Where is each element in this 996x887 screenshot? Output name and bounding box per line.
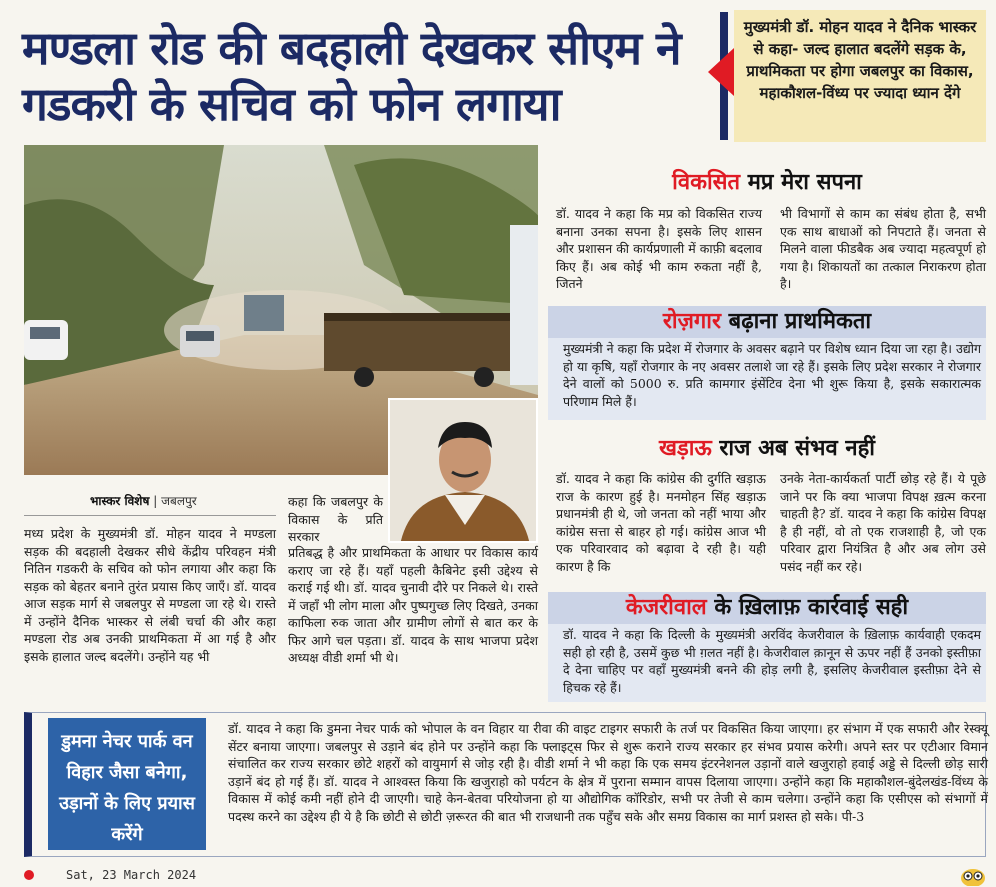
main-article-col1: मध्य प्रदेश के मुख्यमंत्री डॉ. मोहन यादव ने मण्डला सड़क की बदहाली देखकर सीधे केंद्रीय परिवहन मंत्री नितिन गडकरी के सचिव को फोन लगाया और कहा कि सड़क को बेहतर बनाने तुरंत प्रयास किए जाएँ। डॉ. यादव आज सड़क मार्ग से जबलपुर से मण्डला जा रहे थे। रास्ते में उन्होंने दैनिक भास्कर से लंबी चर्चा की और कहा मण्डला रोड अब उनकी प्राथमिकता में आ गई है और इसके हालात जल्द बदलेंगे। उन्होंने यह भी: [24, 526, 276, 664]
callout-quote: मुख्यमंत्री डॉ. मोहन यादव ने दैनिक भास्कर से कहा- जल्द हालात बदलेंगे सड़क के, प्राथमिकता पर होगा जबलपुर का विकास, महाकौशल-विंध्य पर ज्यादा ध्यान देंगे: [734, 10, 986, 142]
footer-dot-icon: [24, 870, 34, 880]
section-viksit-highlight: विकसित: [672, 170, 741, 195]
section-viksit-title: [548, 166, 986, 196]
headline: मण्डला रोड की बदहाली देखकर सीएम ने गडकरी के सचिव को फोन लगाया: [22, 21, 681, 131]
owl-logo-icon: [960, 866, 986, 886]
byline-separator: |: [153, 494, 162, 508]
section-khadau-rest: राज अब संभव नहीं: [711, 436, 875, 461]
section-kejriwal-text: डॉ. यादव ने कहा कि दिल्ली के मुख्यमंत्री अरविंद केजरीवाल के ख़िलाफ़ कार्यवाही एकदम सही हो रही है, उसमें कुछ भी ग़लत नहीं है। केजरीवाल क़ानून से ऊपर नहीं हैं उनको इस्तीफ़ा दे देना चाहिए पर वहाँ मुख्यमंत्री बनने की होड़ लगी है, इसलिए केजरीवाल इस्तीफ़ा देने से हिचक रहे हैं।: [563, 627, 981, 695]
main-article-col2-top: कहा कि जबलपुर के विकास के प्रति सरकार: [288, 494, 383, 544]
byline-city: जबलपुर: [161, 494, 197, 508]
byline: [90, 492, 197, 509]
section-rozgar-text: मुख्यमंत्री ने कहा कि प्रदेश में रोजगार के अवसर बढ़ाने पर विशेष ध्यान दिया जा रहा है। उद्योग हो या कृषि, यहाँ रोजगार के नए अवसर तलाशे जा रहे हैं। इसके लिए प्रदेश सरकार ने रोजगार देने वालों को 5000 रु. प्रति कामगार इंसेंटिव देना भी शुरू किया है, इसके सकारात्मक परिणाम मिले हैं।: [563, 341, 981, 409]
bottom-box-label: डुमना नेचर पार्क वन विहार जैसा बनेगा, उड़ानों के लिए प्रयास करेंगे: [48, 718, 206, 850]
section-rozgar-rest: बढ़ाना प्राथमिकता: [720, 309, 872, 334]
section-kejriwal-highlight: केजरीवाल: [625, 595, 707, 620]
footer-date: Sat, 23 March 2024: [66, 868, 197, 882]
main-article-col2: प्रतिबद्ध है और प्राथमिकता के आधार पर विकास कार्य कराए जा रहे हैं। यहाँ पहली कैबिनेट इसी उद्देश्य से कराई गई थी। डॉ. यादव चुनावी दौरे पर निकले थे। रास्ते में जहाँ भी लोग माला और पुष्पगुच्छ लिए दिखते, उनका काफिला रुक जाता और ग्रामीण लोगों से बात कर के फिर आगे चल पड़ता। डॉ. यादव के साथ भाजपा प्रदेश अध्यक्ष वीडी शर्मा भी थे।: [288, 545, 538, 665]
section-kejriwal-rest: के ख़िलाफ़ कार्रवाई सही: [706, 595, 909, 620]
chief-minister-portrait: [388, 398, 538, 543]
section-rozgar-highlight: रोज़गार: [662, 309, 721, 334]
section-khadau-title: [548, 432, 986, 462]
section-khadau-col-right: उनके नेता-कार्यकर्ता पार्टी छोड़ रहे हैं। ये पूछे जाने पर कि क्या भाजपा विपक्ष ख़त्म करना चाहती है? डॉ. यादव ने कहा कि कांग्रेस विपक्ष है ही नहीं, वो तो एक राजशाही है, जो एक परिवार द्वारा नियंत्रित है और अब लोग उसे पसंद नहीं कर रहे।: [780, 471, 986, 574]
section-rozgar-title: [548, 306, 986, 338]
byline-label: भास्कर विशेष: [90, 494, 150, 508]
section-khadau-highlight: खड़ाऊ: [659, 436, 712, 461]
section-viksit-col-right: भी विभागों से काम का संबंध होता है, सभी एक साथ बाधाओं को निपटाते हैं। जनता से मिलने वाला फीडबैक अब ज्यादा महत्वपूर्ण हो गया है। शिकायतों का तत्काल निराकरण होता है।: [780, 206, 986, 291]
byline-rule: [24, 515, 276, 516]
section-viksit-rest: मप्र मेरा सपना: [740, 170, 862, 195]
callout-arrow-icon: [708, 48, 734, 96]
section-kejriwal-title: [548, 592, 986, 624]
section-khadau-col-left: डॉ. यादव ने कहा कि कांग्रेस की दुर्गति खड़ाऊ राज के कारण हुई है। मनमोहन सिंह खड़ाऊ प्रधानमंत्री ही थे, जो जनता को नहीं भाया और कांग्रेस सत्ता से बाहर हो गई। कांग्रेस आज भी एक परिवारवाद को बढ़ावा दे रही है। यही कारण है कि: [556, 471, 766, 574]
bottom-box-text: डॉ. यादव ने कहा कि डुमना नेचर पार्क को भोपाल के वन विहार या रीवा की वाइट टाइगर सफारी के तर्ज पर विकसित किया जाएगा। हर संभाग में एक सफारी और रेस्क्यू सेंटर बनाया जाएगा। जबलपुर से उड़ाने बंद होने पर उन्होंने कहा कि फ्लाइट्स फिर से शुरू कराने राज्य सरकार हर संभव प्रयास करेगी। अपने स्तर पर एटीआर विमान संचालित कर राज्य सरकार छोटे शहरों को वायुमार्ग से जोड़ रही है। वीडी शर्मा ने भी कहा कि एक समय इंटरनेशनल उड़ानों वाले खजुराहो हवाई अड्डे से दिल्ली छोड़ सारी उड़ानें बंद हो गई हैं। डॉ. यादव ने आश्वस्त किया कि खजुराहो को पर्यटन के क्षेत्र में पुराना सम्मान वापस दिलाया जाएगा। उन्होंने कहा कि महाकौशल-बुंदेलखंड-विंध्य के विकास में कोई कमी नहीं होने दी जाएगी। चाहे केन-बेतवा परियोजना हो या औद्योगिक कॉरिडोर, सभी पर तेजी से काम चलेगा। उन्होंने कहा कि एसीएस को संभागों में पदस्थ करने का उद्देश्य ही ये है कि छोटी से छोटी ज़रूरत की बात भी राजधानी तक पहुँच सके और समग्र विकास का मार्ग प्रशस्त हो सके। पी-3: [228, 721, 989, 824]
section-viksit-col-left: डॉ. यादव ने कहा कि मप्र को विकसित राज्य बनाना उनका सपना है। इसके लिए शासन और प्रशासन की कार्यप्रणाली में काफ़ी बदलाव किए हैं। अब कोई भी काम रुकता नहीं है, जितने: [556, 206, 762, 291]
